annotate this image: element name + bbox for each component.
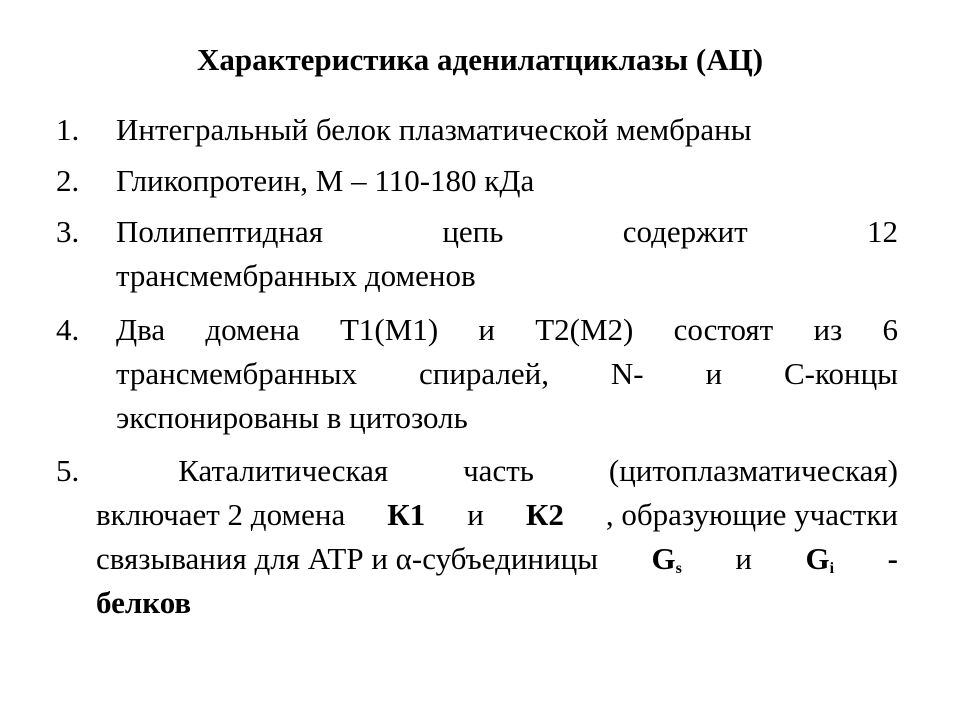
list-number: 5.: [56, 453, 80, 488]
word: 12: [866, 214, 898, 249]
subscript: s: [675, 560, 682, 577]
list-item: [56, 449, 898, 625]
list-item: [56, 308, 898, 440]
list-text-line: [96, 493, 898, 537]
word: Т1(М1): [340, 312, 439, 347]
text-run: белков: [96, 585, 192, 620]
text-run: связывания для АТР и α-субъединицы: [96, 541, 599, 576]
word: цепь: [442, 214, 504, 249]
g-letter: G: [651, 541, 676, 576]
list-text: Гликопротеин, М – 110-180 кДа: [116, 163, 535, 198]
text-run: , образующие участки: [605, 497, 898, 532]
word: спиралей,: [418, 356, 550, 391]
list-number: 1.: [56, 112, 80, 147]
list-number: 3.: [56, 214, 80, 249]
list-text-line: [116, 210, 898, 254]
word: часть: [463, 453, 534, 488]
word: домена: [205, 312, 300, 347]
list-item: [56, 159, 898, 203]
list-number: 2.: [56, 163, 80, 198]
word: 6: [882, 312, 898, 347]
list-text-line: [96, 581, 898, 625]
gs-protein: [652, 537, 682, 581]
list-item: [56, 210, 898, 298]
list-text-line: [116, 352, 898, 396]
list-text-line: [96, 537, 898, 581]
word: Полипептидная: [116, 214, 323, 249]
domain-k2: К2: [525, 497, 564, 532]
word: состоят: [673, 312, 774, 347]
word: и: [478, 312, 495, 347]
list-text-line: [116, 308, 898, 352]
slide-title: Характеристика аденилатциклазы (АЦ): [196, 42, 764, 77]
word: (цитоплазматическая): [608, 453, 898, 488]
word: трансмембранных: [116, 356, 358, 391]
list-item: [56, 108, 898, 152]
text-run: и: [467, 497, 484, 532]
word: из: [813, 312, 843, 347]
text-run: и: [735, 541, 753, 576]
g-letter: G: [805, 541, 830, 576]
word: С-концы: [784, 356, 898, 391]
word: содержит: [622, 214, 748, 249]
word: Каталитическая: [178, 453, 389, 488]
list-text-line: [56, 449, 898, 493]
word: и: [705, 356, 723, 391]
gi-protein: [806, 537, 835, 581]
list-number: 4.: [56, 312, 80, 347]
domain-k1: К1: [387, 497, 426, 532]
dash: -: [887, 541, 898, 576]
word: Два: [116, 312, 166, 347]
list-text: Интегральный белок плазматической мембраны: [116, 112, 752, 147]
text-run: включает 2 домена: [96, 497, 346, 532]
word: N-: [610, 356, 644, 391]
subscript: i: [829, 560, 835, 577]
list-text-line: трансмембранных доменов: [116, 258, 476, 293]
word: Т2(М2): [535, 312, 634, 347]
list-text-line: экспонированы в цитозоль: [116, 400, 468, 435]
